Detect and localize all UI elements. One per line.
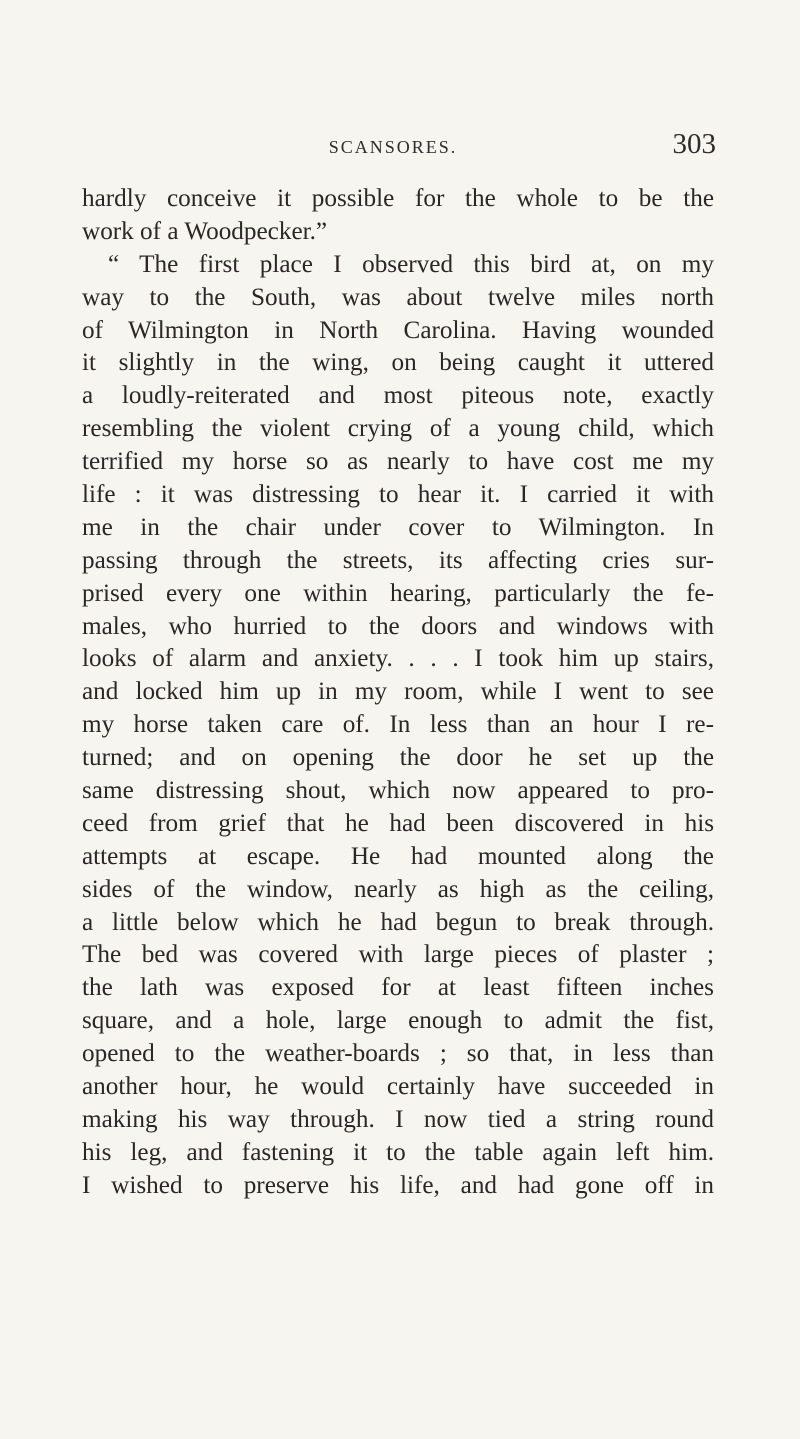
page-number: 303 (672, 128, 716, 160)
text-line: of Wilmington in North Carolina. Having wounded (82, 316, 714, 344)
text-line: a loudly-reiterated and most piteous note, exactly (82, 382, 714, 410)
text-line: resembling the violent crying of a young child, which (82, 415, 714, 443)
text-line: turned; and on opening the door he set up the (82, 744, 714, 772)
text-line: same distressing shout, which now appeared to pro- (82, 777, 714, 805)
text-line: work of a Woodpecker.” (82, 217, 328, 245)
text-line: my horse taken care of. In less than an hour I re- (82, 711, 714, 739)
text-line: life : it was distressing to hear it. I carried it with (82, 481, 714, 509)
body-text (82, 183, 714, 1203)
text-line: square, and a hole, large enough to admit the fist, (82, 1007, 714, 1035)
text-line: attempts at escape. He had mounted along the (82, 842, 714, 870)
text-line: and locked him up in my room, while I went to see (82, 678, 714, 706)
text-line: “ The first place I observed this bird at, on my (108, 250, 714, 278)
text-line: ceed from grief that he had been discovered in his (82, 809, 714, 837)
text-line: males, who hurried to the doors and windows with (82, 612, 714, 640)
text-line: sides of the window, nearly as high as the ceiling, (82, 875, 714, 903)
text-line: the lath was exposed for at least fifteen inches (82, 974, 714, 1002)
text-line: I wished to preserve his life, and had gone off in (82, 1171, 714, 1199)
text-line: another hour, he would certainly have succeeded in (82, 1073, 714, 1101)
text-line: hardly conceive it possible for the whole to be the (82, 185, 714, 212)
text-line: me in the chair under cover to Wilmington. In (82, 513, 714, 541)
text-line: it slightly in the wing, on being caught it uttered (82, 349, 714, 377)
text-line: The bed was covered with large pieces of plaster ; (82, 941, 714, 969)
text-line: way to the South, was about twelve miles north (82, 283, 714, 311)
text-line: opened to the weather-boards ; so that, in less than (82, 1040, 714, 1068)
text-line: terrified my horse so as nearly to have cost me my (82, 448, 714, 476)
text-line: making his way through. I now tied a string round (82, 1105, 714, 1133)
text-line: a little below which he had begun to break through. (82, 908, 714, 936)
text-line: his leg, and fastening it to the table again left him. (82, 1138, 714, 1166)
text-line: passing through the streets, its affecting cries sur- (82, 546, 714, 574)
text-line: looks of alarm and anxiety. . . . I took him up stairs, (82, 645, 714, 673)
running-head: SCANSORES. (328, 137, 458, 157)
text-line: prised every one within hearing, particularly the fe- (82, 579, 714, 607)
